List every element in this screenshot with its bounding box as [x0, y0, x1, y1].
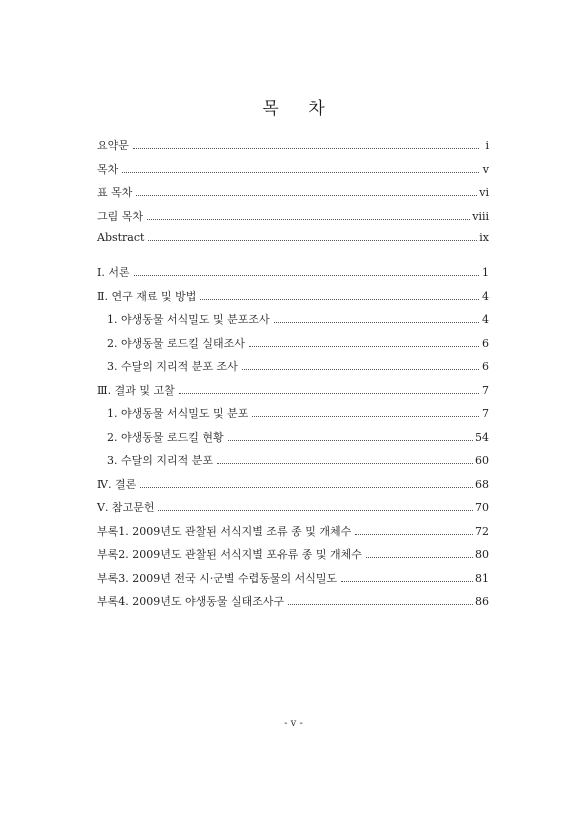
- toc-entry[interactable]: [97, 161, 489, 185]
- toc-entry-page: 81: [475, 571, 489, 585]
- toc-entry[interactable]: [97, 288, 489, 312]
- toc-entry-page: 7: [482, 383, 489, 397]
- dot-leader: [134, 274, 479, 276]
- dot-leader: [366, 556, 473, 558]
- toc-entry-label: 부록3. 2009년 전국 시·군별 수렵동물의 서식밀도: [97, 571, 338, 585]
- toc-entry[interactable]: [97, 208, 489, 232]
- toc-entry-page: ⅷ: [472, 209, 489, 223]
- toc-entry[interactable]: [97, 476, 489, 500]
- toc-entry-label: 목차: [97, 162, 119, 176]
- toc-entry-page: 72: [475, 524, 489, 538]
- toc-entry[interactable]: [97, 499, 489, 523]
- toc-entry-label: 부록4. 2009년도 야생동물 실태조사구: [97, 595, 285, 608]
- toc-entry-page: 80: [475, 548, 489, 561]
- toc-subentry[interactable]: [97, 335, 489, 359]
- dot-leader: [140, 486, 473, 488]
- toc-entry-page: ix: [479, 231, 489, 244]
- dot-leader: [147, 218, 470, 220]
- dot-leader: [148, 239, 477, 241]
- toc-entry-page: 70: [475, 501, 489, 514]
- toc-front-matter: [97, 137, 489, 255]
- dot-leader: [228, 439, 473, 441]
- toc-chapters: [97, 264, 489, 617]
- toc-subentry[interactable]: [97, 429, 489, 453]
- toc-entry-label: 표 목차: [97, 186, 133, 199]
- toc-entry-label: Ⅱ. 연구 재료 및 방법: [97, 289, 197, 303]
- toc-entry-label: 부록1. 2009년도 관찰된 서식지별 조류 종 및 개체수: [97, 524, 352, 538]
- toc-entry[interactable]: [97, 382, 489, 406]
- toc-entry-label: 3. 수달의 지리적 분포 조사: [107, 360, 238, 373]
- toc-entry-label: 2. 야생동물 로드킬 현황: [107, 430, 224, 444]
- dot-leader: [288, 603, 473, 605]
- toc-entry-label: 1. 야생동물 서식밀도 및 분포: [107, 407, 249, 420]
- dot-leader: [341, 580, 473, 582]
- dot-leader: [249, 345, 479, 347]
- toc-entry-label: Ⅲ. 결과 및 고찰: [97, 383, 175, 397]
- toc-entry-page: 6: [482, 336, 489, 350]
- toc-entry-page: 4: [482, 289, 489, 303]
- dot-leader: [179, 392, 479, 394]
- toc-entry-page: 4: [482, 313, 489, 326]
- toc-entry-label: 1. 야생동물 서식밀도 및 분포조사: [107, 313, 270, 326]
- toc-entry-page: i: [485, 139, 489, 152]
- page-number-footer: - v -: [284, 718, 303, 729]
- toc-entry-page: v: [482, 162, 489, 176]
- toc-entry-page: 7: [482, 407, 489, 420]
- toc-entry-page: vi: [479, 186, 489, 199]
- toc-entry-label: Ⅰ. 서론: [97, 266, 130, 279]
- dot-leader: [136, 194, 477, 196]
- toc-subentry[interactable]: [97, 405, 489, 429]
- dot-leader: [158, 509, 473, 511]
- toc-entry-page: 60: [475, 454, 489, 467]
- toc-entry[interactable]: [97, 546, 489, 570]
- toc-entry-label: Ⅳ. 결론: [97, 477, 137, 491]
- dot-leader: [252, 415, 479, 417]
- toc-entry[interactable]: [97, 137, 489, 161]
- toc-entry-page: 86: [475, 595, 489, 608]
- toc-subentry[interactable]: [97, 358, 489, 382]
- dot-leader: [355, 533, 473, 535]
- dot-leader: [217, 462, 473, 464]
- toc-subentry[interactable]: [97, 452, 489, 476]
- toc-entry-page: 54: [475, 430, 489, 444]
- page-title: 목 차: [262, 99, 337, 119]
- toc-entry[interactable]: [97, 523, 489, 547]
- toc-entry[interactable]: [97, 264, 489, 288]
- toc-entry-label: 그림 목차: [97, 209, 144, 223]
- toc-subentry[interactable]: [97, 311, 489, 335]
- toc-entry-label: 요약문: [97, 139, 129, 152]
- dot-leader: [274, 321, 479, 323]
- toc-entry-label: Abstract: [97, 231, 145, 244]
- dot-leader: [200, 298, 479, 300]
- toc-entry-label: Ⅴ. 참고문헌: [97, 501, 155, 514]
- dot-leader: [242, 368, 479, 370]
- toc-entry-label: 3. 수달의 지리적 분포: [107, 454, 213, 467]
- toc-entry-label: 2. 야생동물 로드킬 실태조사: [107, 336, 245, 350]
- toc-entry[interactable]: [97, 184, 489, 208]
- toc-entry-page: 6: [482, 360, 489, 373]
- toc-entry-page: 1: [482, 266, 489, 279]
- toc-entry[interactable]: [97, 593, 489, 617]
- toc-entry[interactable]: [97, 231, 489, 255]
- dot-leader: [133, 147, 479, 149]
- toc-entry[interactable]: [97, 570, 489, 594]
- toc-entry-label: 부록2. 2009년도 관찰된 서식지별 포유류 종 및 개체수: [97, 548, 362, 561]
- toc-entry-page: 68: [475, 477, 489, 491]
- dot-leader: [122, 171, 479, 173]
